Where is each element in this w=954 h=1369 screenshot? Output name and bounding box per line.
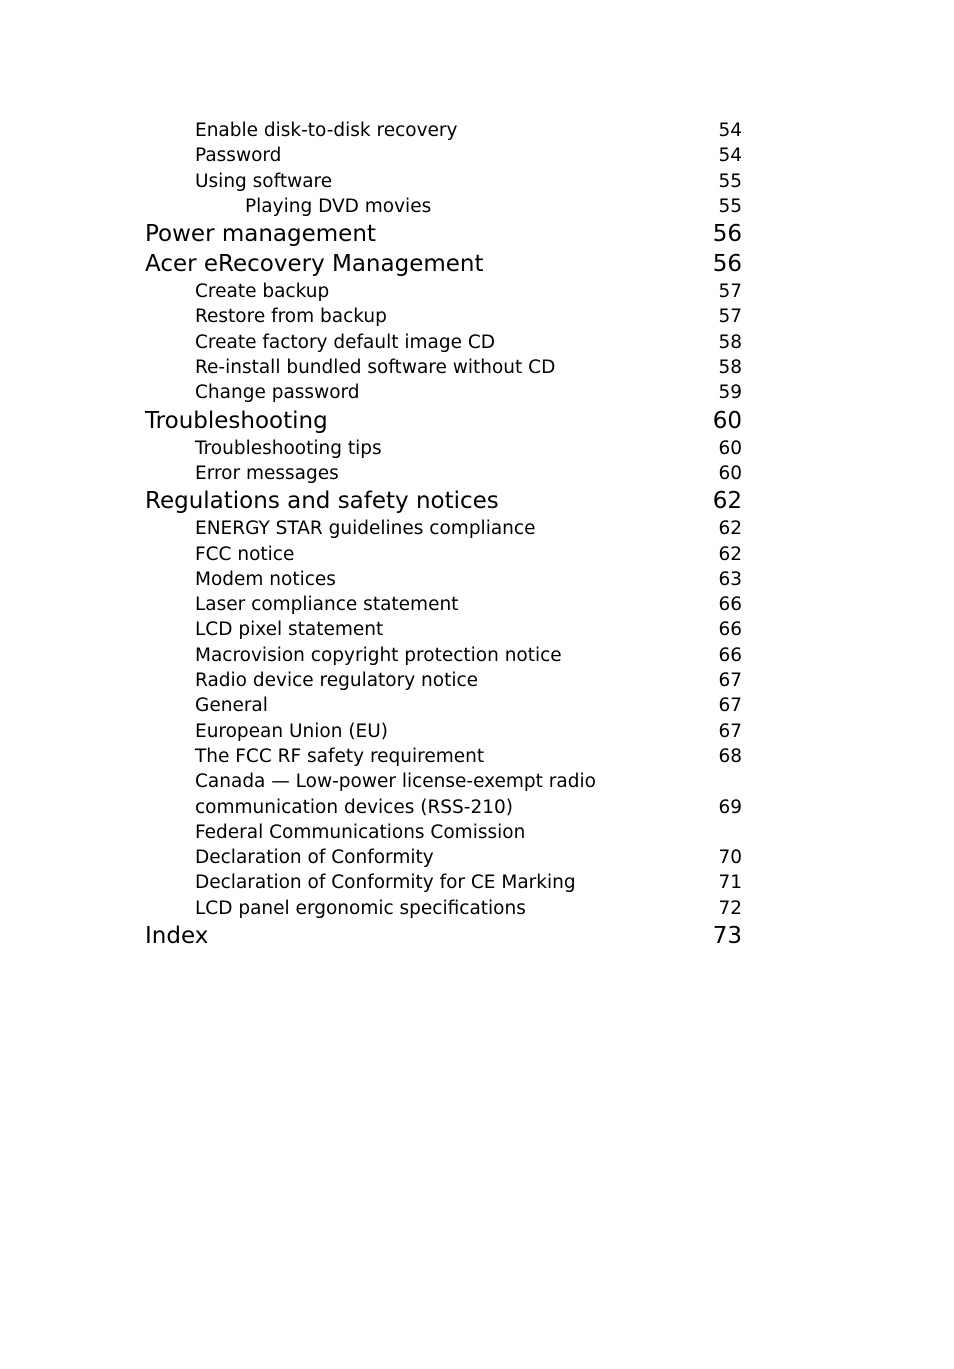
toc-entry[interactable] (145, 304, 742, 329)
toc-entry[interactable] (145, 355, 742, 380)
toc-entry-page-number: 58 (718, 331, 742, 353)
toc-entry-title: Change password (195, 382, 360, 404)
toc-entry-page-number: 62 (718, 543, 742, 565)
toc-entry-page-number: 66 (718, 594, 742, 616)
toc-entry-title: Enable disk-to-disk recovery (195, 120, 458, 141)
toc-entry-title-continued: Declaration of Conformity (195, 847, 434, 869)
toc-entry-page-number: 57 (718, 281, 742, 303)
toc-chapter[interactable] (145, 249, 742, 279)
toc-chapter[interactable] (145, 406, 742, 436)
toc-chapter[interactable] (145, 219, 742, 249)
toc-entry-page-number: 67 (718, 695, 742, 717)
toc-entry-page-number: 66 (718, 619, 742, 641)
toc-entry-page-number: 54 (718, 145, 742, 167)
toc-chapter-title: Regulations and safety notices (145, 488, 499, 515)
toc-entry-page-number: 56 (712, 251, 742, 278)
toc-entry-page-number: 57 (718, 306, 742, 328)
toc-entry-page-number: 72 (718, 897, 742, 919)
toc-entry-title: LCD panel ergonomic specifications (195, 897, 526, 919)
toc-entry[interactable] (145, 592, 742, 617)
toc-entry-title: FCC notice (195, 543, 295, 565)
toc-entry-page-number: 67 (718, 670, 742, 692)
toc-entry-page-number: 56 (712, 221, 742, 248)
toc-entry-continuation[interactable] (145, 795, 742, 820)
toc-entry-title: Modem notices (195, 568, 336, 590)
toc-entry-page-number: 58 (718, 357, 742, 379)
toc-entry-page-number: 60 (712, 407, 742, 434)
toc-entry-page-number: 60 (718, 437, 742, 459)
toc-entry-title: ENERGY STAR guidelines compliance (195, 518, 536, 540)
toc-entry-page-number: 59 (718, 382, 742, 404)
toc-entry[interactable] (145, 896, 742, 921)
toc-entry[interactable] (145, 118, 742, 143)
toc-entry-page-number: 67 (718, 720, 742, 742)
toc-entry-title: Error messages (195, 462, 339, 484)
toc-entry-page-number: 60 (718, 462, 742, 484)
toc-entry[interactable] (145, 516, 742, 541)
toc-chapter[interactable] (145, 486, 742, 516)
toc-entry[interactable] (145, 436, 742, 461)
toc-entry-page-number: 68 (718, 745, 742, 767)
toc-entry[interactable] (145, 744, 742, 769)
toc-entry[interactable] (145, 279, 742, 304)
toc-entry-title: Create backup (195, 281, 330, 303)
toc-entry-page-number: 62 (712, 488, 742, 515)
toc-entry-page-number: 63 (718, 568, 742, 590)
toc-chapter-title: Troubleshooting (145, 407, 328, 434)
toc-entry-title: Radio device regulatory notice (195, 670, 479, 692)
toc-entry-page-number: 55 (718, 195, 742, 217)
toc-entry-title: Federal Communications Comission (195, 821, 526, 843)
toc-entry-page-number: 69 (718, 796, 742, 818)
toc-entry-title: General (195, 695, 268, 717)
toc-entry[interactable] (145, 769, 742, 794)
toc-entry-title: Restore from backup (195, 306, 387, 328)
toc-entry[interactable] (145, 380, 742, 405)
toc-chapter-title: Power management (145, 221, 376, 248)
toc-entry-page-number: 62 (718, 518, 742, 540)
toc-chapter-title: Index (145, 923, 209, 950)
toc-entry-title: Using software (195, 170, 333, 192)
toc-entry-page-number: 70 (718, 847, 742, 869)
toc-entry-title: Declaration of Conformity for CE Marking (195, 872, 576, 894)
toc-chapter[interactable] (145, 921, 742, 951)
toc-entry[interactable] (145, 169, 742, 194)
toc-entry-title: Re-install bundled software without CD (195, 357, 556, 379)
toc-entry-title: Password (195, 145, 282, 167)
toc-entry-title: Create factory default image CD (195, 331, 496, 353)
toc-entry[interactable] (145, 143, 742, 168)
toc-chapter-title: Acer eRecovery Management (145, 251, 484, 278)
toc-entry[interactable] (145, 330, 742, 355)
toc-entry-title: Macrovision copyright protection notice (195, 644, 562, 666)
toc-entry[interactable] (145, 643, 742, 668)
toc-entry[interactable] (145, 194, 742, 219)
toc-entry-page-number: 73 (712, 923, 742, 950)
toc-entry[interactable] (145, 693, 742, 718)
toc-entry[interactable] (145, 719, 742, 744)
toc-entry-page-number: 55 (718, 170, 742, 192)
toc-entry-title: LCD pixel statement (195, 619, 384, 641)
toc-entry-title: European Union (EU) (195, 720, 388, 742)
toc-entry[interactable] (145, 542, 742, 567)
toc-entry-title: Laser compliance statement (195, 594, 459, 616)
toc-entry[interactable] (145, 668, 742, 693)
toc-entry-title: Playing DVD movies (245, 195, 432, 217)
table-of-contents (145, 118, 742, 951)
toc-entry-page-number: 66 (718, 644, 742, 666)
toc-entry[interactable] (145, 461, 742, 486)
toc-entry[interactable] (145, 870, 742, 895)
toc-entry-title: The FCC RF safety requirement (195, 745, 485, 767)
toc-entry-title: Troubleshooting tips (195, 437, 382, 459)
toc-entry-title: Canada — Low-power license-exempt radio (195, 771, 596, 793)
toc-entry[interactable] (145, 820, 742, 845)
toc-entry[interactable] (145, 567, 742, 592)
toc-entry[interactable] (145, 617, 742, 642)
toc-entry-page-number: 54 (718, 120, 742, 141)
toc-entry-page-number: 71 (718, 872, 742, 894)
toc-entry-title-continued: communication devices (RSS-210) (195, 796, 513, 818)
toc-entry-continuation[interactable] (145, 845, 742, 870)
